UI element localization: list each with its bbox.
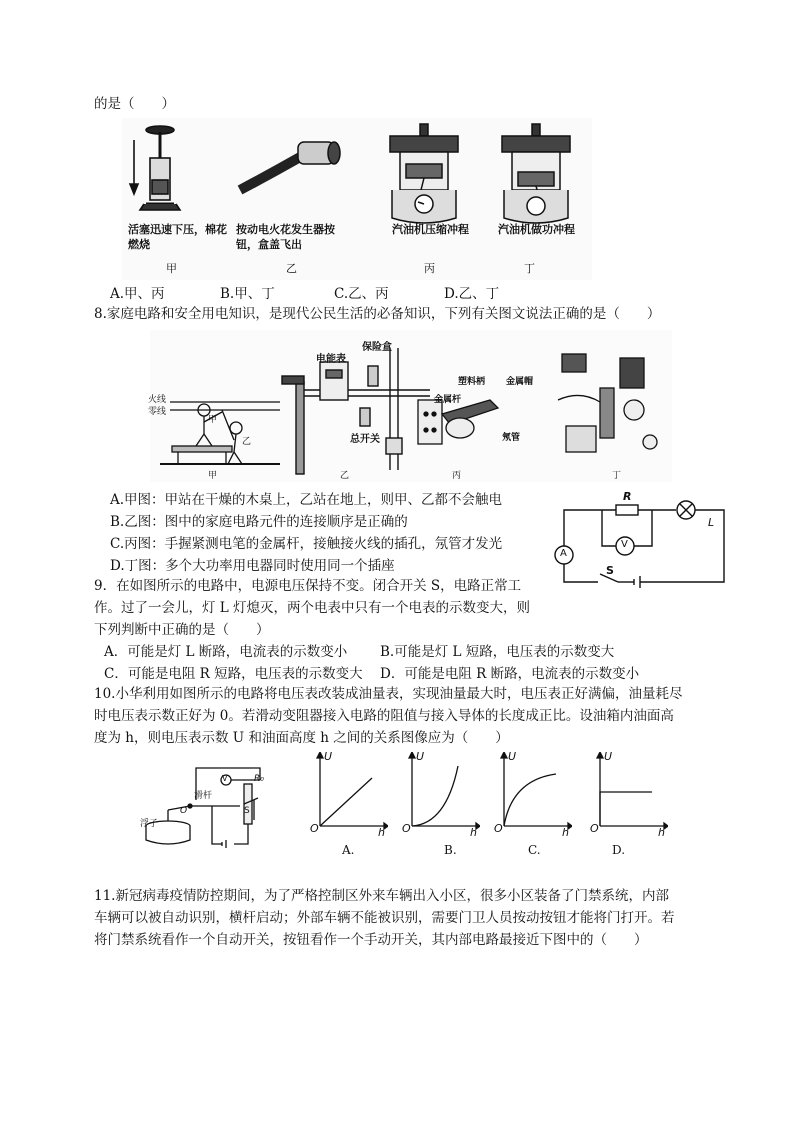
q7-option-d: D.乙、丁 xyxy=(444,286,500,302)
q8-label-metal-cap: 金属帽 xyxy=(506,377,534,387)
q10-graph-d xyxy=(590,750,668,839)
q10-graph-b-plot xyxy=(402,752,480,832)
q10-graph-b-curve xyxy=(412,766,458,826)
q7-label-ding: 丁 xyxy=(524,262,535,275)
q9-label-R: R xyxy=(623,490,632,503)
q10-label-S: S xyxy=(244,806,250,816)
q8-stem: 8.家庭电路和安全用电知识，是现代公民生活的必备知识，下列有关图文说法正确的是（ ） xyxy=(94,306,661,322)
q7-caption-bing: 汽油机压缩冲程 xyxy=(392,223,469,236)
q10-stem-line-3: 度为 h，则电压表示数 U 和油面高度 h 之间的关系图像应为（ ） xyxy=(94,730,509,746)
q9-label-A: A xyxy=(560,548,567,559)
q7-figure xyxy=(122,118,592,280)
q10-graph-b-xaxis: h xyxy=(470,826,477,839)
q10-graph-a xyxy=(310,750,388,839)
q8-option-c: C.丙图：手握紧测电笔的金属杆，接触接火线的插孔，氖管才发光 xyxy=(110,536,503,552)
q8-label-neon: 氖管 xyxy=(502,433,521,443)
q10-graph-a-label: A. xyxy=(342,843,355,857)
q9-stem-line-3: 下列判断中正确的是（ ） xyxy=(94,622,270,638)
q8-label-plastic: 塑料柄 xyxy=(458,377,486,387)
q9-label-L: L xyxy=(708,516,715,529)
q9-option-c: C．可能是电阻 R 短路，电压表的示数变大 xyxy=(104,666,363,682)
q10-graph-c-label: C. xyxy=(528,843,541,857)
q10-graph-c-origin: O xyxy=(494,822,503,835)
q8-label-jia: 甲 xyxy=(208,471,218,481)
q10-graph-d-curve xyxy=(600,792,652,826)
q8-figure xyxy=(150,330,672,482)
q10-label-float: 浮子 xyxy=(140,819,159,829)
q10-graph-c xyxy=(494,750,572,839)
q10-graph-a-curve xyxy=(320,778,372,826)
engine-compression-illustration xyxy=(390,124,458,223)
q7-stem-tail: 的是（ ） xyxy=(94,96,175,112)
q11-stem-line-2: 车辆可以被自动识别，横杆启动；外部车辆不能被识别，需要门卫人员按动按钮才能将门打开。若 xyxy=(94,910,675,926)
q8-label-switch: 总开关 xyxy=(350,434,380,445)
q10-graph-b xyxy=(402,750,480,839)
q9-label-S: S xyxy=(606,564,614,577)
q10-graph-b-origin: O xyxy=(402,822,411,835)
q7-caption-yi: 按动电火花发生器按钮，盒盖飞出 xyxy=(236,223,335,251)
q10-graph-c-xaxis: h xyxy=(562,826,569,839)
q8-label-neutral: 零线 xyxy=(148,407,167,417)
q8-label-yi: 乙 xyxy=(340,471,350,481)
q11-stem-line-1: 11.新冠病毒疫情防控期间，为了严格控制区外来车辆出入小区，很多小区装备了门禁系统，内部 xyxy=(94,888,669,904)
q10-graph-d-label: D. xyxy=(612,843,626,857)
q7-figure-drawing xyxy=(122,118,592,280)
q7-label-jia: 甲 xyxy=(166,262,177,275)
engine-power-illustration xyxy=(502,124,570,223)
q8-label-meter: 电能表 xyxy=(316,354,346,365)
q10-graph-d-plot xyxy=(590,752,668,832)
q10-graph-c-plot xyxy=(494,752,572,832)
q10-graph-a-origin: O xyxy=(310,822,319,835)
q8-label-metal-rod: 金属杆 xyxy=(434,395,462,405)
q7-option-b: B.甲、丁 xyxy=(220,286,275,302)
q10-graph-c-curve xyxy=(504,774,556,826)
q7-option-a: A.甲、丙 xyxy=(110,286,165,302)
q8-label-fusebox: 保险盒 xyxy=(362,342,392,353)
q9-option-d: D．可能是电阻 R 断路，电流表的示数变小 xyxy=(380,666,640,682)
q10-graph-b-yaxis: U xyxy=(416,750,425,763)
q8-option-d: D.丁图：多个大功率用电器同时使用同一个插座 xyxy=(110,558,395,574)
q9-label-V: V xyxy=(621,539,628,550)
q9-circuit xyxy=(548,490,728,590)
q9-circuit-drawing xyxy=(548,490,728,590)
q8-label-ding: 丁 xyxy=(612,471,622,481)
q10-label-R0: R₀ xyxy=(254,774,264,784)
q10-graph-d-origin: O xyxy=(590,822,599,835)
q8-option-b: B.乙图：图中的家庭电路元件的连接顺序是正确的 xyxy=(110,514,408,530)
q8-figure-drawing xyxy=(150,330,672,482)
q7-label-yi: 乙 xyxy=(286,262,297,275)
q10-graph-c-yaxis: U xyxy=(508,750,517,763)
q8-label-person-jia: 甲 xyxy=(208,415,218,425)
q11-stem-line-3: 将门禁系统看作一个自动开关，按钮看作一个手动开关，其内部电路最接近下图中的（ ） xyxy=(94,932,648,948)
q8-label-bing: 丙 xyxy=(452,471,462,481)
q10-graph-a-xaxis: h xyxy=(378,826,385,839)
q7-caption-jia: 活塞迅速下压，棉花燃烧 xyxy=(128,223,227,251)
q9-stem-line-2: 作。过了一会儿，灯 L 灯熄灭，两个电表中只有一个电表的示数变大，则 xyxy=(94,600,531,616)
q10-stem-line-1: 10.小华利用如图所示的电路将电压表改装成油量表，实现油量最大时，电压表正好满偏，油量耗尽 xyxy=(94,686,683,702)
q8-label-live: 火线 xyxy=(148,395,167,405)
q8-option-a: A.甲图：甲站在干燥的木桌上，乙站在地上，则甲、乙都不会触电 xyxy=(110,492,503,508)
q8-label-person-yi: 乙 xyxy=(242,437,252,447)
q10-label-lever: 滑杆 xyxy=(194,791,213,801)
q7-label-bing: 丙 xyxy=(424,262,435,275)
q10-graph-a-yaxis: U xyxy=(324,750,333,763)
q9-option-a: A．可能是灯 L 断路，电流表的示数变小 xyxy=(104,644,348,660)
q10-stem-line-2: 时电压表示数正好为 0。若滑动变阻器接入电路的阻值与接入导体的长度成正比。设油箱内油面高 xyxy=(94,708,674,724)
q7-caption-ding: 汽油机做功冲程 xyxy=(498,223,575,236)
q10-graph-d-yaxis: U xyxy=(604,750,613,763)
q10-label-V: V xyxy=(222,774,228,783)
q10-graph-a-plot xyxy=(310,752,388,832)
q7-option-c: C.乙、丙 xyxy=(334,286,389,302)
q10-oil-gauge-diagram xyxy=(140,760,280,852)
q10-graph-b-label: B. xyxy=(444,843,457,857)
q10-label-O: O xyxy=(180,806,188,816)
q9-option-b: B.可能是灯 L 短路，电压表的示数变大 xyxy=(380,644,615,660)
q10-graph-d-xaxis: h xyxy=(658,826,665,839)
q9-stem-line-1: 9．在如图所示的电路中，电源电压保持不变。闭合开关 S，电路正常工 xyxy=(94,578,522,594)
